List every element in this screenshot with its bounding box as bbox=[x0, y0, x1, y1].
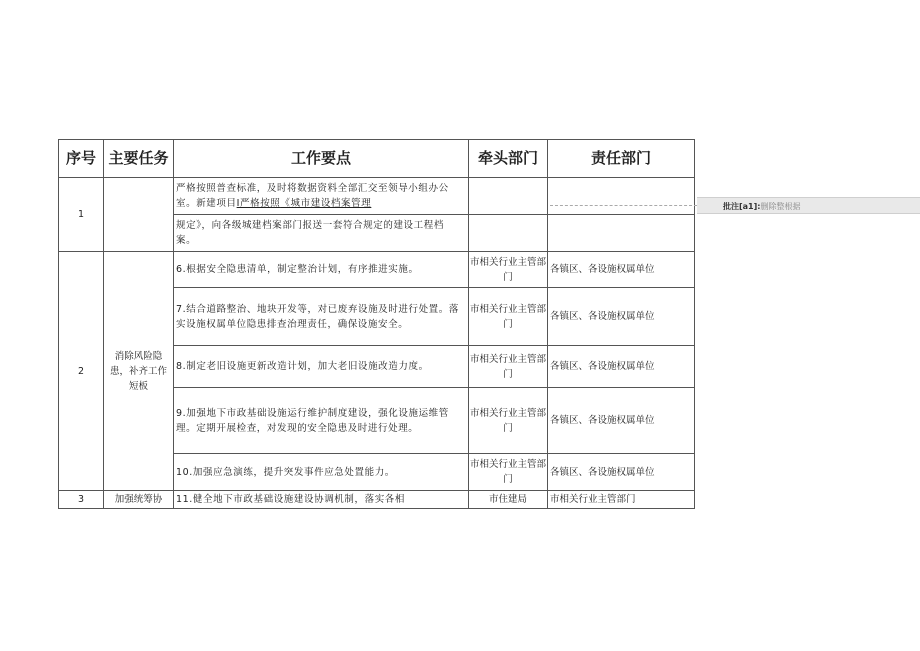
comment-label: 批注[a1]: bbox=[723, 202, 761, 211]
row1-line2b: I严格按照 bbox=[236, 198, 281, 209]
item-resp: 各镇区、各设施权属单位 bbox=[548, 346, 695, 388]
row1-lead bbox=[469, 178, 548, 215]
item-point: 9.加强地下市政基础设施运行维护制度建设，强化设施运维管理。定期开展检查，对发现的安全隐患及时进行处理。 bbox=[174, 388, 469, 454]
row3-seq: 3 bbox=[59, 491, 104, 509]
row1-point-top bbox=[174, 178, 469, 215]
item-lead: 市相关行业主管部门 bbox=[469, 346, 548, 388]
row1-resp-2 bbox=[548, 215, 695, 252]
row3-point: 11.健全地下市政基础设施建设协调机制，落实各相 bbox=[174, 491, 469, 509]
row1-line1: 严格按照普查标准，及时将数据资料全部汇交至领导小组办公 bbox=[176, 183, 449, 194]
row3-resp: 市相关行业主管部门 bbox=[548, 491, 695, 509]
item-lead: 市相关行业主管部门 bbox=[469, 454, 548, 491]
row1-task bbox=[104, 178, 174, 252]
item-lead: 市相关行业主管部门 bbox=[469, 288, 548, 346]
table-row bbox=[59, 252, 695, 288]
row1-line2 bbox=[176, 196, 466, 211]
comment-connector bbox=[550, 205, 697, 206]
item-resp: 各镇区、各设施权属单位 bbox=[548, 388, 695, 454]
row3-task: 加强统筹协 bbox=[104, 491, 174, 509]
row1-line2c: 《城市建设档案管理 bbox=[280, 198, 372, 209]
item-resp: 各镇区、各设施权属单位 bbox=[548, 288, 695, 346]
row1-seq: 1 bbox=[59, 178, 104, 252]
comment-text: 删除整根据 bbox=[760, 202, 801, 211]
header-row bbox=[59, 140, 695, 178]
item-point: 8.制定老旧设施更新改造计划，加大老旧设施改造力度。 bbox=[174, 346, 469, 388]
row1-line3: 规定》，向各级城建档案部门报送一套符合规定的建设工程档 bbox=[176, 220, 444, 231]
header-task: 主要任务 bbox=[104, 140, 174, 178]
header-seq: 序号 bbox=[59, 140, 104, 178]
header-lead: 牵头部门 bbox=[469, 140, 548, 178]
header-resp: 责任部门 bbox=[548, 140, 695, 178]
row1-lead-2 bbox=[469, 215, 548, 252]
item-point: 6.根据安全隐患清单，制定整治计划，有序推进实施。 bbox=[174, 252, 469, 288]
row1-point-bottom bbox=[174, 215, 469, 252]
row1-resp bbox=[548, 178, 695, 215]
header-point: 工作要点 bbox=[174, 140, 469, 178]
row2-seq: 2 bbox=[59, 252, 104, 491]
item-point: 10.加强应急演练，提升突发事件应急处置能力。 bbox=[174, 454, 469, 491]
row2-task: 消除风险隐患，补齐工作短板 bbox=[104, 252, 174, 491]
table-row bbox=[59, 491, 695, 509]
comment-balloon[interactable] bbox=[697, 197, 920, 214]
item-point: 7.结合道路整治、地块开发等，对已废弃设施及时进行处置。落实设施权属单位隐患排查治理责任，确保设施安全。 bbox=[174, 288, 469, 346]
item-resp: 各镇区、各设施权属单位 bbox=[548, 454, 695, 491]
row1-line4: 案。 bbox=[176, 235, 197, 246]
row1-line2a: 室。新建项目 bbox=[176, 198, 237, 209]
item-lead: 市相关行业主管部门 bbox=[469, 388, 548, 454]
item-resp: 各镇区、各设施权属单位 bbox=[548, 252, 695, 288]
item-lead: 市相关行业主管部门 bbox=[469, 252, 548, 288]
task-table bbox=[58, 139, 695, 509]
row3-lead: 市住建局 bbox=[469, 491, 548, 509]
table-row bbox=[59, 178, 695, 215]
